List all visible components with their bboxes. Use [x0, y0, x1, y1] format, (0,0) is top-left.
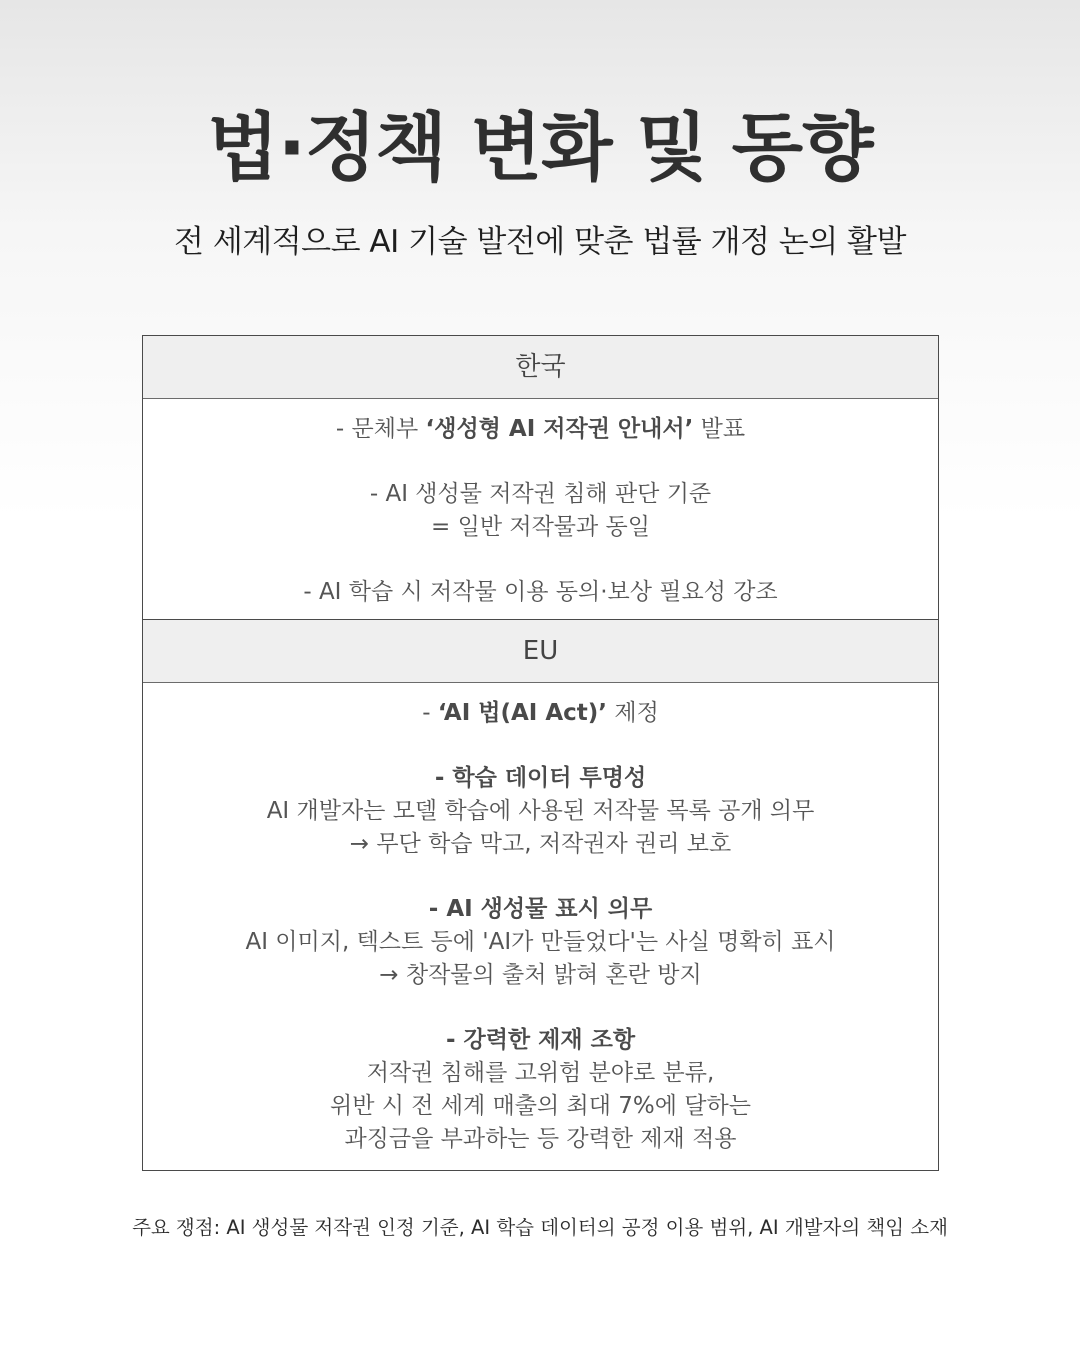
- eu-item-transparency-line1: AI 개발자는 모델 학습에 사용된 저작물 목록 공개 의무: [266, 798, 815, 824]
- korea-section-body: [143, 399, 938, 619]
- page-title: 법·정책 변화 및 동향: [207, 105, 873, 191]
- korea-item-criteria-line2: = 일반 저작물과 동일: [431, 514, 650, 540]
- korea-item-criteria-line1: - AI 생성물 저작권 침해 판단 기준: [369, 481, 712, 507]
- eu-item-sanctions-line1: 저작권 침해를 고위험 분야로 분류,: [366, 1060, 715, 1086]
- korea-item-guideline-title: ‘생성형 AI 저작권 안내서’: [425, 416, 694, 442]
- korea-item-guideline-suffix: 발표: [693, 416, 746, 442]
- eu-item-transparency-line2: → 무단 학습 막고, 저작권자 권리 보호: [349, 831, 732, 857]
- korea-item-guideline: [153, 413, 928, 446]
- eu-item-labeling-line1: AI 이미지, 텍스트 등에 'AI가 만들었다'는 사실 명확히 표시: [245, 929, 836, 955]
- eu-item-sanctions-title: - 강력한 제재 조항: [445, 1027, 636, 1053]
- eu-item-ai-act-prefix: -: [422, 700, 438, 726]
- footer-key-issues: 주요 쟁점: AI 생성물 저작권 인정 기준, AI 학습 데이터의 공정 이용 범위, AI 개발자의 책임 소재: [132, 1216, 948, 1239]
- korea-item-consent: - AI 학습 시 저작물 이용 동의·보상 필요성 강조: [303, 579, 778, 605]
- eu-item-sanctions-line3: 과징금을 부과하는 등 강력한 제재 적용: [344, 1126, 737, 1152]
- page-subtitle: 전 세계적으로 AI 기술 발전에 맞춘 법률 개정 논의 활발: [174, 224, 906, 260]
- eu-section-body: [143, 683, 938, 1170]
- eu-item-sanctions-line2: 위반 시 전 세계 매출의 최대 7%에 달하는: [330, 1093, 751, 1119]
- korea-item-guideline-prefix: - 문체부: [335, 416, 426, 442]
- policy-table: [142, 335, 939, 1171]
- eu-item-ai-act-title: ‘AI 법(AI Act)’: [437, 700, 608, 726]
- korea-section-header: 한국: [143, 336, 938, 399]
- eu-item-transparency-title: - 학습 데이터 투명성: [434, 765, 647, 791]
- eu-item-labeling-line2: → 창작물의 출처 밝혀 혼란 방지: [379, 962, 702, 988]
- eu-item-labeling-title: - AI 생성물 표시 의무: [428, 896, 653, 922]
- eu-section-header: EU: [143, 619, 938, 683]
- eu-item-ai-act-suffix: 제정: [607, 700, 659, 726]
- eu-item-ai-act: [153, 697, 928, 730]
